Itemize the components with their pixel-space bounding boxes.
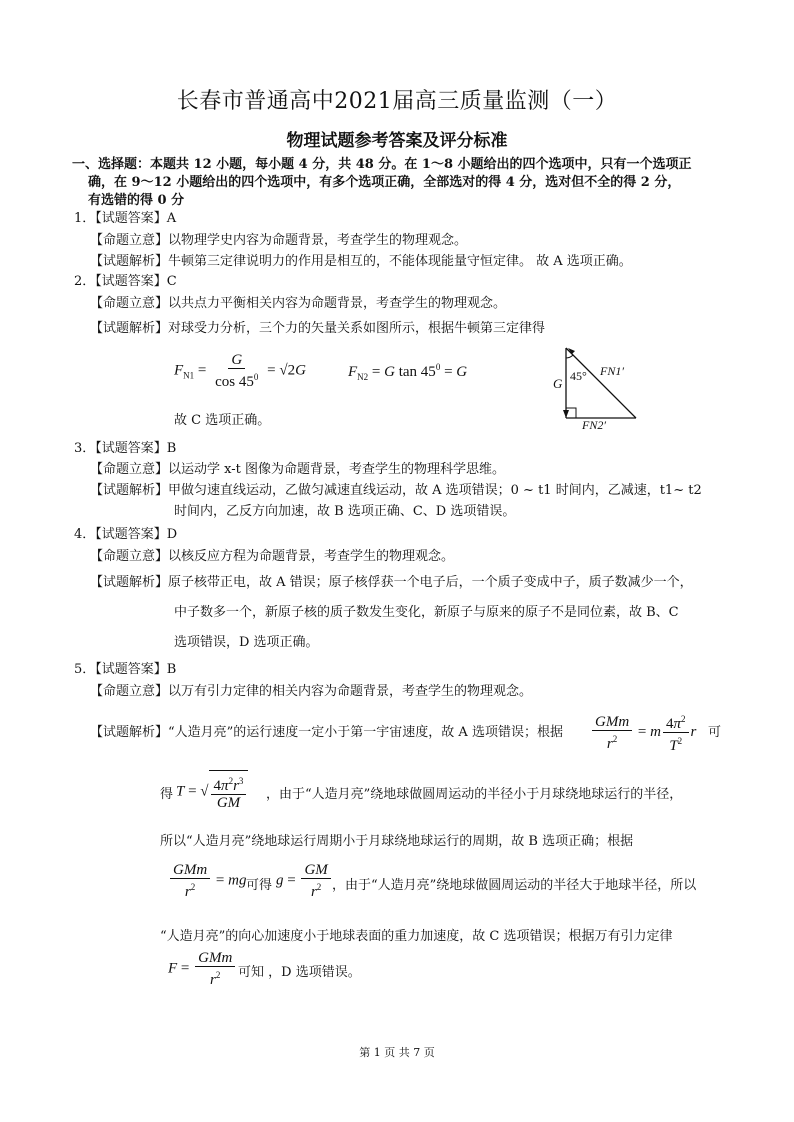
- q2-intent: 【命题立意】以共点力平衡相关内容为命题背景，考查学生的物理观念。: [90, 296, 507, 311]
- section1-line1: 一、选择题：本题共 12 小题，每小题 4 分，共 48 分。在 1～8 小题给出的四个选项中，只有一个选项正: [72, 157, 692, 172]
- fig-label-angle: 45°: [570, 369, 587, 383]
- section1-line3: 有选错的得 0 分: [88, 193, 185, 208]
- q5-analysis-1-end: 可: [708, 725, 722, 740]
- q3-answer: 3．【试题答案】B: [74, 441, 177, 456]
- q2-formula-fn2: $F_{N2} = G$ $\tan 45^0 = G$: [348, 362, 468, 382]
- g-arrowhead: [563, 410, 569, 418]
- q1-intent: 【命题立意】以物理学史内容为命题背景，考查学生的物理观念。: [90, 233, 468, 248]
- q4-analysis-1: 【试题解析】原子核带正电，故 A 错误；原子核俘获一个电子后，一个质子变成中子，质子数减少一个，: [90, 575, 693, 590]
- q3-analysis-2: 时间内，乙反方向加速，故 B 选项正确、C、D 选项错误。: [174, 504, 516, 519]
- q5-analysis-4: ，由于“人造月亮”绕地球做圆周运动的半径大于地球半径，所以: [332, 878, 697, 893]
- q2-answer: 2．【试题答案】C: [74, 274, 177, 289]
- q5-formula-g-right: g = $\frac{GM}{r^2}$: [276, 862, 333, 900]
- q4-analysis-2: 中子数多一个，新原子核的质子数发生变化，新原子与原来的原子不是同位素，故 B、C: [174, 605, 679, 620]
- q5-answer: 5．【试题答案】B: [74, 662, 177, 677]
- page-subtitle: 物理试题参考答案及评分标准: [286, 131, 508, 151]
- q3-intent: 【命题立意】以运动学 x-t 图像为命题背景，考查学生的物理科学思维。: [90, 462, 505, 477]
- q2-formula-fn1: $F_{N1}$ = $\frac{G}{\cos 45^0}$ = √2G: [174, 352, 306, 390]
- q5-analysis-2-pre: 得: [160, 787, 174, 802]
- q5-analysis-5: “人造月亮”的向心加速度小于地球表面的重力加速度，故 C 选项错误；根据万有引力定律: [160, 929, 673, 944]
- q3-analysis-1: 【试题解析】甲做匀速直线运动，乙做匀减速直线运动，故 A 选项错误；0 ~ t1 时间内，乙减速，t1~ t2: [90, 483, 702, 498]
- page-footer: 第 1 页 共 7 页: [359, 1046, 435, 1059]
- q5-formula-kepler: $\frac{\text{GMm}}{r^2}$ = m $\frac{4\pi^2}{T^2}$ r: [590, 711, 696, 754]
- q2-conclusion: 故 C 选项正确。: [174, 413, 271, 428]
- q4-answer: 4．【试题答案】D: [74, 527, 178, 542]
- page-title: 长春市普通高中2021届高三质量监测（一）: [176, 89, 618, 114]
- fig-label-g: G: [553, 376, 563, 391]
- fig-label-fn1: FN1′: [600, 364, 624, 378]
- q5-analysis-6: 可知 ，D 选项错误。: [238, 965, 361, 980]
- q5-analysis-3: 所以“人造月亮”绕地球运行周期小于月球绕地球运行的周期，故 B 选项正确；根据: [160, 834, 634, 849]
- q5-analysis-1: 【试题解析】“人造月亮”的运行速度一定小于第一宇宙速度，故 A 选项错误；根据: [90, 725, 563, 740]
- q5-intent: 【命题立意】以万有引力定律的相关内容为命题背景，考查学生的物理观念。: [90, 684, 533, 699]
- q1-analysis: 【试题解析】牛顿第三定律说明力的作用是相互的，不能体现能量守恒定律。 故 A 选项正确。: [90, 254, 632, 269]
- q5-formula-g-left: $\frac{\text{GMm}}{r^2}$ = mg: [168, 862, 246, 900]
- q5-formula-period: T = √ $\frac{4\pi^2r^3}{GM}$: [176, 770, 248, 811]
- section1-line2: 确，在 9～12 小题给出的四个选项中，有多个选项正确，全部选对的得 4 分，选对但不全的得 2 分，: [88, 175, 681, 190]
- angle-arc: [566, 355, 573, 358]
- q4-intent: 【命题立意】以核反应方程为命题背景，考查学生的物理观念。: [90, 549, 455, 564]
- q5-analysis-4-mid: 可得: [246, 878, 273, 893]
- q5-formula-gravitation: F = $\frac{\text{GMm}}{r^2}$: [168, 950, 237, 988]
- fig-label-fn2: FN2′: [582, 418, 606, 432]
- q5-analysis-2: ，由于“人造月亮”绕地球做圆周运动的半径小于月球绕地球运行的半径，: [266, 787, 683, 802]
- q2-analysis: 【试题解析】对球受力分析，三个力的矢量关系如图所示，根据牛顿第三定律得: [90, 321, 546, 336]
- q4-analysis-3: 选项错误，D 选项正确。: [174, 635, 319, 650]
- q1-answer: 1．【试题答案】A: [74, 211, 177, 226]
